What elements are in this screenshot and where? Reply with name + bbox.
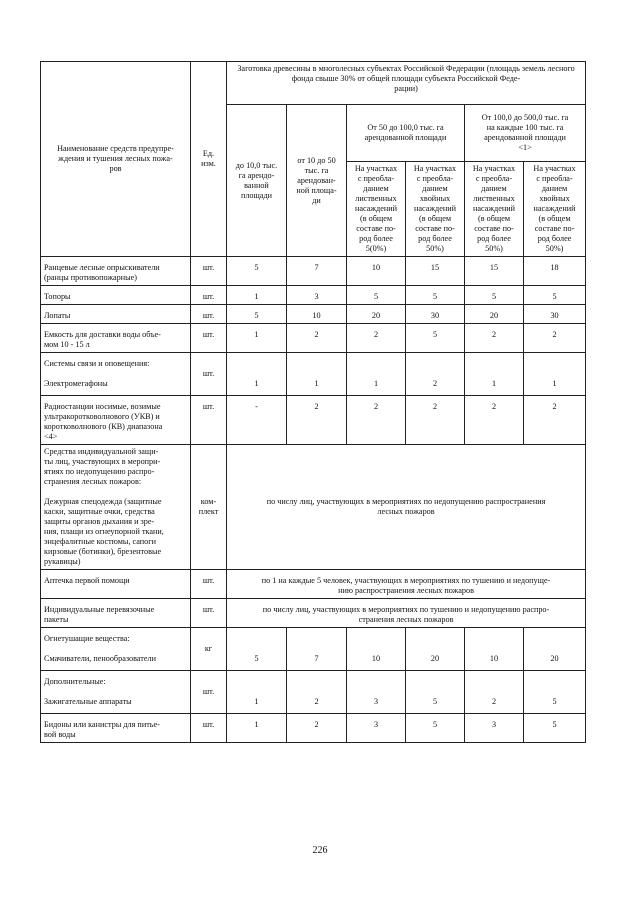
row-value: 10 <box>347 628 406 671</box>
row-value: 2 <box>465 671 524 714</box>
table-row <box>41 396 586 445</box>
table-body-rows <box>41 257 586 445</box>
row-value: 5 <box>347 286 406 305</box>
header-50-to-100: От 50 до 100,0 тыс. га арендованной площади <box>347 105 465 162</box>
row-name: Бидоны или канистры для питье- вой воды <box>41 714 191 743</box>
header-100-to-500: От 100,0 до 500,0 тыс. га на каждые 100 тыс. га арендованной площади <1> <box>465 105 586 162</box>
row-value: 5 <box>227 257 287 286</box>
row-value: 1 <box>524 353 586 396</box>
table-body-tail-rows <box>41 628 586 743</box>
table-row-first-aid <box>41 570 586 599</box>
row-value: 2 <box>524 396 586 445</box>
row-value: 20 <box>465 305 524 324</box>
row-value: 1 <box>465 353 524 396</box>
row-value: 2 <box>347 324 406 353</box>
header-group-title: Заготовка древесины в многолесных субъектах Российской Федерации (площадь земель лесного фонда свыше 30% от общей площади субъекта Российской Феде- рации) <box>227 62 586 105</box>
row-value: 2 <box>287 671 347 714</box>
header-10-to-50: от 10 до 50 тыс. га арендован- ной площа- ди <box>287 105 347 257</box>
table-row <box>41 305 586 324</box>
row-value: 18 <box>524 257 586 286</box>
table-row <box>41 324 586 353</box>
header-conifer-100-500: На участках с преобла- данием хвойных насаждений (в общем составе по- род более 50%) <box>524 162 586 257</box>
row-name: Емкость для доставки воды объе- мом 10 - 15 л <box>41 324 191 353</box>
row-value: 5 <box>524 286 586 305</box>
row-value: 1 <box>227 714 287 743</box>
row-value: 3 <box>287 286 347 305</box>
row-value: 10 <box>287 305 347 324</box>
row-value: 20 <box>406 628 465 671</box>
header-conifer-50-100: На участках с преобла- данием хвойных насаждений (в общем составе по- род более 50%) <box>406 162 465 257</box>
row-merged-value: по числу лиц, участвующих в мероприятиях по недопущению распространения лесных пожаров <box>227 445 586 570</box>
table-row-bandage <box>41 599 586 628</box>
row-value: 3 <box>465 714 524 743</box>
row-value: 1 <box>227 353 287 396</box>
table-row <box>41 353 586 396</box>
row-merged-value: по числу лиц, участвующих в мероприятиях по тушению и недопущению распро- странения лесных пожаров <box>227 599 586 628</box>
row-value: - <box>227 396 287 445</box>
row-value: 30 <box>524 305 586 324</box>
row-name: Радиостанции носимые, возимые ультракоротковолнового (УКВ) и коротковолнового (КВ) диапазона <4> <box>41 396 191 445</box>
row-unit: шт. <box>191 286 227 305</box>
row-value: 5 <box>406 714 465 743</box>
row-unit: шт. <box>191 396 227 445</box>
row-unit: шт. <box>191 305 227 324</box>
row-value: 20 <box>347 305 406 324</box>
row-value: 5 <box>524 714 586 743</box>
page-number: 226 <box>312 845 328 856</box>
table-row-ppe <box>41 445 586 570</box>
row-value: 5 <box>465 286 524 305</box>
row-name: Лопаты <box>41 305 191 324</box>
table-row <box>41 257 586 286</box>
row-name: Дополнительные: Зажигательные аппараты <box>41 671 191 714</box>
row-name: Огнетушащие вещества: Смачиватели, пенообразователи <box>41 628 191 671</box>
row-value: 10 <box>465 628 524 671</box>
row-value: 2 <box>287 324 347 353</box>
row-value: 20 <box>524 628 586 671</box>
row-unit: ком- плект <box>191 445 227 570</box>
row-value: 2 <box>347 396 406 445</box>
row-unit: шт. <box>191 353 227 396</box>
row-value: 3 <box>347 671 406 714</box>
row-value: 5 <box>227 305 287 324</box>
row-value: 1 <box>227 324 287 353</box>
row-value: 1 <box>287 353 347 396</box>
table-row <box>41 628 586 671</box>
row-value: 2 <box>465 396 524 445</box>
table-row <box>41 671 586 714</box>
row-value: 2 <box>287 714 347 743</box>
row-name: Ранцевые лесные опрыскиватели (ранцы противопожарные) <box>41 257 191 286</box>
row-value: 5 <box>227 628 287 671</box>
row-value: 15 <box>406 257 465 286</box>
row-value: 5 <box>406 286 465 305</box>
row-name: Топоры <box>41 286 191 305</box>
header-deciduous-50-100: На участках с преобла- данием лиственных насаждений (в общем составе по- род более 5(0%) <box>347 162 406 257</box>
row-value: 2 <box>287 396 347 445</box>
table-row <box>41 714 586 743</box>
header-deciduous-100-500: На участках с преобла- данием лиственных насаждений (в общем составе по- род более 50%) <box>465 162 524 257</box>
row-value: 5 <box>406 324 465 353</box>
header-unit-column: Ед. изм. <box>191 62 227 257</box>
row-unit: шт. <box>191 671 227 714</box>
row-value: 30 <box>406 305 465 324</box>
row-value: 15 <box>465 257 524 286</box>
row-value: 7 <box>287 257 347 286</box>
row-value: 7 <box>287 628 347 671</box>
row-name: Индивидуальные перевязочные пакеты <box>41 599 191 628</box>
row-name: Аптечка первой помощи <box>41 570 191 599</box>
header-up-to-10: до 10,0 тыс. га арендо- ванной площади <box>227 105 287 257</box>
row-unit: шт. <box>191 714 227 743</box>
table-row <box>41 286 586 305</box>
row-unit: кг <box>191 628 227 671</box>
equipment-norms-table <box>40 61 586 743</box>
row-unit: шт. <box>191 599 227 628</box>
row-value: 1 <box>347 353 406 396</box>
row-value: 2 <box>524 324 586 353</box>
row-unit: шт. <box>191 257 227 286</box>
row-value: 5 <box>524 671 586 714</box>
row-name: Системы связи и оповещения: Электромегафоны <box>41 353 191 396</box>
row-value: 2 <box>406 353 465 396</box>
row-name: Средства индивидуальной защи- ты лиц, участвующих в меропри- ятиях по недопущению распро- странения лесных пожаров: Дежурная спецодежда (защитные каски, защитные очки, средства защиты органов дыхания и зре- ния, плащи из огнеупорной ткани, энцефалитные костюмы, сапоги кирзовые (ботинки), брезентовые рукавицы) <box>41 445 191 570</box>
row-value: 1 <box>227 671 287 714</box>
row-unit: шт. <box>191 324 227 353</box>
row-unit: шт. <box>191 570 227 599</box>
row-value: 3 <box>347 714 406 743</box>
row-value: 5 <box>406 671 465 714</box>
row-value: 2 <box>465 324 524 353</box>
header-name-column: Наименование средств предупре- ждения и тушения лесных пожа- ров <box>41 62 191 257</box>
row-value: 2 <box>406 396 465 445</box>
row-value: 10 <box>347 257 406 286</box>
row-value: 1 <box>227 286 287 305</box>
row-merged-value: по 1 на каждые 5 человек, участвующих в мероприятиях по тушению и недопуще- нию распространения лесных пожаров <box>227 570 586 599</box>
